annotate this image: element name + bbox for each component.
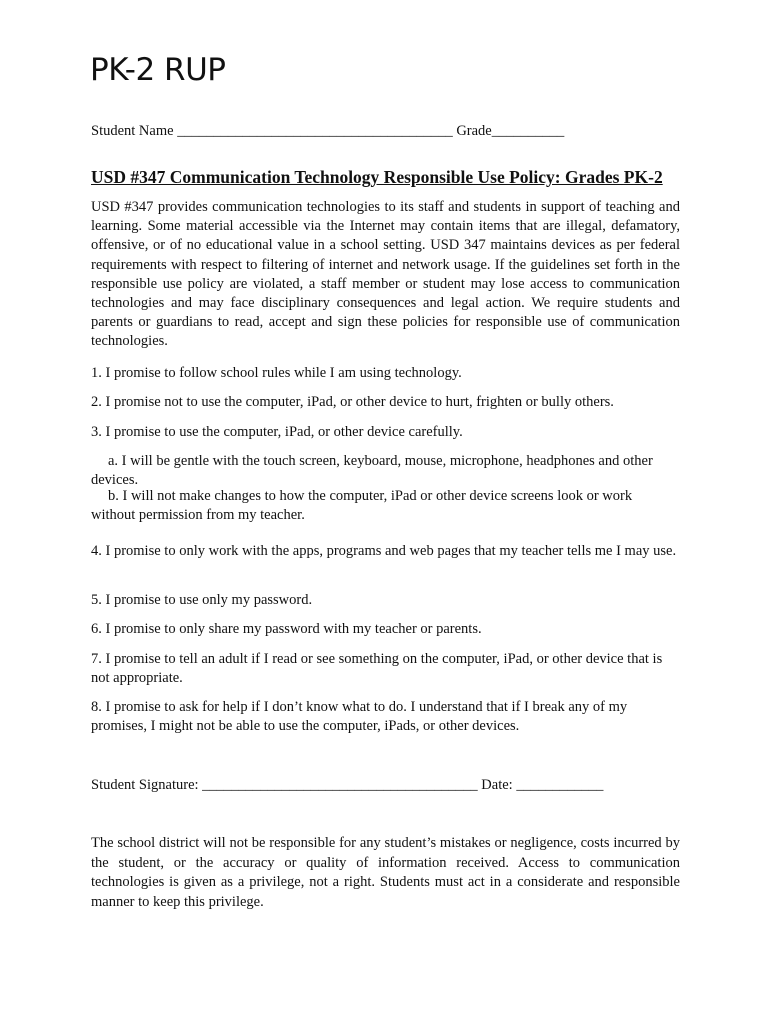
- promise-item: 8. I promise to ask for help if I don’t know what to do. I understand that if I break any of my promises, I might not be able to use the computer, iPads, or other devices.: [91, 699, 628, 735]
- date-blank[interactable]: ____________: [516, 777, 604, 793]
- student-name-row: [91, 121, 564, 141]
- sub-item: b. I will not make changes to how the computer, iPad or other device screens look or work without permission from my teacher.: [91, 488, 633, 524]
- sub-item: a. I will be gentle with the touch screen, keyboard, mouse, microphone, headphones and other devices.: [91, 453, 653, 489]
- intro-paragraph: USD #347 provides communication technologies to its staff and students in support of teaching and learning. Some material accessible via the Internet may contain items that are illegal, defamatory, offensive, or of no educational value in a school setting. USD 347 maintains devices as per federal requirements with respect to filtering of internet and network usage. If the guidelines set forth in the responsible use policy are violated, a staff member or student may lose access to communication technologies and may face disciplinary consequences and legal action. We require students and parents or guardians to read, accept and sign these policies for responsible use of communication technologies.: [91, 199, 680, 350]
- promise-item: 7. I promise to tell an adult if I read or see something on the computer, iPad, or other device that is not appropriate.: [91, 651, 663, 687]
- disclaimer-paragraph: The school district will not be responsible for any student’s mistakes or negligence, costs incurred by the student, or the accuracy or quality of information received. Access to communication technologies is given as a privilege, not a right. Students must act in a considerate and responsible manner to keep this privilege.: [91, 835, 680, 910]
- policy-heading: USD #347 Communication Technology Responsible Use Policy: Grades PK-2: [91, 167, 663, 187]
- promise-item: 3. I promise to use the computer, iPad, or other device carefully.: [91, 424, 463, 440]
- promise-item: 6. I promise to only share my password with my teacher or parents.: [91, 621, 482, 637]
- grade-blank[interactable]: __________: [491, 123, 565, 139]
- promise-item: 4. I promise to only work with the apps, programs and web pages that my teacher tells me I may use.: [91, 543, 677, 559]
- document-title: PK-2 RUP: [90, 52, 226, 88]
- date-label: Date:: [481, 777, 513, 793]
- signature-label: Student Signature:: [91, 777, 199, 793]
- promise-item: 2. I promise not to use the computer, iPad, or other device to hurt, frighten or bully others.: [91, 394, 614, 410]
- signature-blank[interactable]: ______________________________________: [202, 777, 478, 793]
- signature-row: [91, 775, 603, 795]
- student-name-label: Student Name: [91, 123, 174, 139]
- grade-label: Grade: [456, 123, 492, 139]
- student-name-blank[interactable]: ______________________________________: [177, 123, 453, 139]
- promise-item: 5. I promise to use only my password.: [91, 592, 313, 608]
- promise-item: 1. I promise to follow school rules while I am using technology.: [91, 365, 462, 381]
